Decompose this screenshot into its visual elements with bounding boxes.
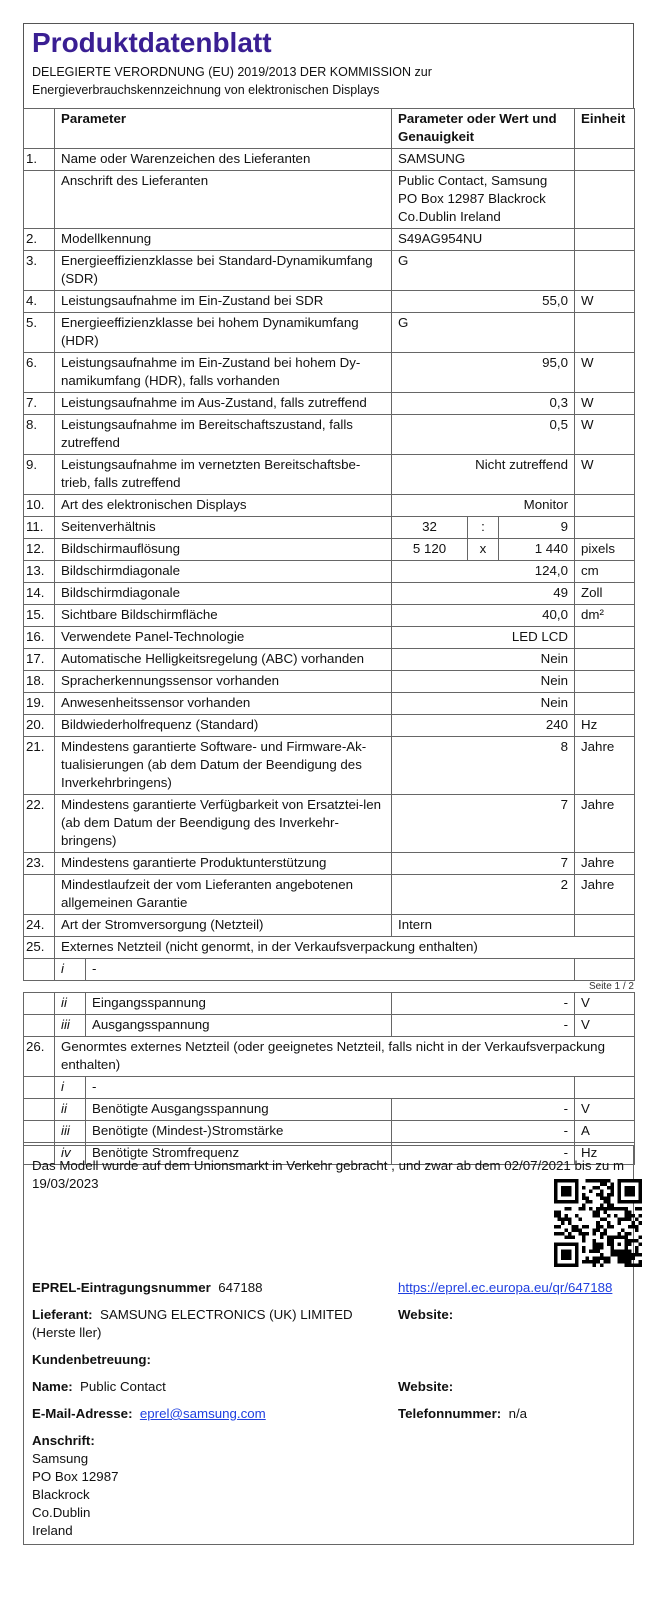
row-number	[24, 1121, 55, 1143]
market-period-text: Das Modell wurde auf dem Unionsmarkt in Verkehr gebracht , und zwar ab dem 02/07/2021 bis zu m 19/03/2023	[32, 1158, 625, 1191]
unit: A	[575, 1121, 635, 1143]
unit	[575, 671, 635, 693]
supplier-label: Lieferant:	[32, 1307, 93, 1322]
parameter-value: -	[392, 1015, 575, 1037]
table-row	[24, 539, 635, 561]
unit	[575, 229, 635, 251]
unit: W	[575, 393, 635, 415]
row-number	[24, 1077, 55, 1099]
parameter-value: S49AG954NU	[392, 229, 575, 251]
page-title: Produktdatenblatt	[32, 27, 272, 58]
sub-number: iv	[55, 1143, 86, 1165]
unit	[575, 517, 635, 539]
num-header	[24, 109, 55, 149]
unit: W	[575, 353, 635, 393]
unit: dm²	[575, 605, 635, 627]
email-line	[32, 1405, 266, 1423]
parameter-label: Verwendete Panel-Technologie	[55, 627, 392, 649]
unit: Hz	[575, 715, 635, 737]
unit: Jahre	[575, 853, 635, 875]
table-row	[24, 229, 635, 251]
parameter-label: Leistungsaufnahme im Ein-Zustand bei SDR	[55, 291, 392, 313]
sub-label: Eingangsspannung	[86, 993, 392, 1015]
row-number	[24, 875, 55, 915]
sheet-header	[23, 23, 634, 108]
eprel-reg-label: EPREL-Eintragungsnummer	[32, 1280, 211, 1295]
parameter-label: Seitenverhältnis	[55, 517, 392, 539]
row-number: 17.	[24, 649, 55, 671]
table-row	[24, 313, 635, 353]
row-number	[24, 1015, 55, 1037]
value-part: 9	[499, 517, 575, 539]
sub-label: Benötigte Ausgangsspannung	[86, 1099, 392, 1121]
unit	[575, 649, 635, 671]
table-header-row	[24, 109, 635, 149]
regulation-subtitle	[32, 60, 633, 108]
parameter-label: Bildschirmdiagonale	[55, 583, 392, 605]
row-number	[24, 959, 55, 981]
table-row	[24, 993, 635, 1015]
row-number: 25.	[24, 937, 55, 959]
unit: Zoll	[575, 583, 635, 605]
parameter-value: 2	[392, 875, 575, 915]
table-row	[24, 671, 635, 693]
parameter-value: 55,0	[392, 291, 575, 313]
parameter-label: Anwesenheitssensor vorhanden	[55, 693, 392, 715]
row-number	[24, 1099, 55, 1121]
row-number: 8.	[24, 415, 55, 455]
parameter-value: 0,3	[392, 393, 575, 415]
value-part: 32	[392, 517, 468, 539]
parameter-label: Automatische Helligkeitsregelung (ABC) vorhanden	[55, 649, 392, 671]
parameter-value: LED LCD	[392, 627, 575, 649]
table-row	[24, 715, 635, 737]
unit: Hz	[575, 1143, 635, 1165]
table-row	[24, 737, 635, 795]
row-number	[24, 171, 55, 229]
table-row	[24, 583, 635, 605]
table-row	[24, 171, 635, 229]
supplier-line	[32, 1306, 384, 1342]
customer-service-heading: Kundenbetreuung:	[32, 1352, 151, 1367]
parameter-table	[23, 108, 635, 981]
parameter-value: Nein	[392, 671, 575, 693]
unit: Jahre	[575, 795, 635, 853]
row-number: 2.	[24, 229, 55, 251]
unit: cm	[575, 561, 635, 583]
unit: V	[575, 1015, 635, 1037]
parameter-label: Externes Netzteil (nicht genormt, in der Verkaufsverpackung enthalten)	[55, 937, 635, 959]
table-row	[24, 149, 635, 171]
table-row	[24, 455, 635, 495]
sub-number: ii	[55, 1099, 86, 1121]
table-row	[24, 393, 635, 415]
value-part: 5 120	[392, 539, 468, 561]
sub-label: Benötigte Stromfrequenz	[86, 1143, 392, 1165]
phone-value: n/a	[508, 1406, 528, 1421]
unit: W	[575, 291, 635, 313]
sub-label: -	[86, 1077, 575, 1099]
parameter-value: 40,0	[392, 605, 575, 627]
address-line: Ireland	[32, 1523, 73, 1538]
parameter-label: Energieeffizienzklasse bei Standard-Dynamikumfang (SDR)	[55, 251, 392, 291]
parameter-value: G	[392, 251, 575, 291]
table-row	[24, 649, 635, 671]
parameter-label: Mindestens garantierte Verfügbarkeit von Ersatztei-len (ab dem Datum der Beendigung des Inverkehr-bringens)	[55, 795, 392, 853]
parameter-value: 7	[392, 853, 575, 875]
unit	[575, 1077, 635, 1099]
table-row	[24, 915, 635, 937]
website-label: Website:	[398, 1379, 454, 1394]
row-number: 11.	[24, 517, 55, 539]
address-lines	[32, 1450, 119, 1540]
sub-label: Benötigte (Mindest-)Stromstärke	[86, 1121, 392, 1143]
row-number: 16.	[24, 627, 55, 649]
table-row	[24, 1099, 635, 1121]
parameter-label: Leistungsaufnahme im Aus-Zustand, falls zutreffend	[55, 393, 392, 415]
row-number: 26.	[24, 1037, 55, 1077]
parameter-value: Intern	[392, 915, 575, 937]
phone-label: Telefonnummer:	[398, 1406, 502, 1421]
parameter-value: Public Contact, Samsung PO Box 12987 Blackrock Co.Dublin Ireland	[392, 171, 575, 229]
unit	[575, 693, 635, 715]
parameter-label: Bildschirmdiagonale	[55, 561, 392, 583]
sub-label: Ausgangsspannung	[86, 1015, 392, 1037]
parameter-value: SAMSUNG	[392, 149, 575, 171]
row-number: 19.	[24, 693, 55, 715]
row-number	[24, 993, 55, 1015]
table-row	[24, 1015, 635, 1037]
parameter-label: Art der Stromversorgung (Netzteil)	[55, 915, 392, 937]
eprel-link[interactable]: https://eprel.ec.europa.eu/qr/647188	[398, 1280, 613, 1295]
parameter-label: Genormtes externes Netzteil (oder geeignetes Netzteil, falls nicht in der Verkaufsverpackung enthalten)	[55, 1037, 635, 1077]
parameter-value: -	[392, 1121, 575, 1143]
parameter-value: Nicht zutreffend	[392, 455, 575, 495]
table-row	[24, 1121, 635, 1143]
table-row	[24, 959, 635, 981]
table-row	[24, 517, 635, 539]
unit: pixels	[575, 539, 635, 561]
product-data-sheet	[23, 23, 634, 1165]
table-row	[24, 605, 635, 627]
row-number: 12.	[24, 539, 55, 561]
email-link[interactable]: eprel@samsung.com	[139, 1406, 266, 1421]
parameter-label: Mindestlaufzeit der vom Lieferanten angebotenen allgemeinen Garantie	[55, 875, 392, 915]
row-number: 21.	[24, 737, 55, 795]
power-supply-table	[23, 992, 635, 1165]
row-number: 24.	[24, 915, 55, 937]
address-line: PO Box 12987	[32, 1469, 119, 1484]
sub-label: -	[86, 959, 575, 981]
unit: W	[575, 415, 635, 455]
parameter-value: 0,5	[392, 415, 575, 455]
unit	[575, 915, 635, 937]
row-number: 15.	[24, 605, 55, 627]
value-part: 1 440	[499, 539, 575, 561]
table-row	[24, 693, 635, 715]
table-row	[24, 1037, 635, 1077]
parameter-value: 8	[392, 737, 575, 795]
unit: Jahre	[575, 737, 635, 795]
value-separator: :	[468, 517, 499, 539]
parameter-label: Energieeffizienzklasse bei hohem Dynamikumfang (HDR)	[55, 313, 392, 353]
row-number: 5.	[24, 313, 55, 353]
value-separator: x	[468, 539, 499, 561]
parameter-label: Mindestens garantierte Software- und Firmware-Ak-tualisierungen (ab dem Datum der Beendigung des Inverkehrbringens)	[55, 737, 392, 795]
address-label: Anschrift:	[32, 1433, 95, 1448]
parameter-label: Art des elektronischen Displays	[55, 495, 392, 517]
parameter-value: 7	[392, 795, 575, 853]
row-number: 14.	[24, 583, 55, 605]
table-row	[24, 561, 635, 583]
unit	[575, 171, 635, 229]
eprel-registration	[32, 1279, 263, 1297]
row-number: 3.	[24, 251, 55, 291]
row-number: 10.	[24, 495, 55, 517]
website-label: Website:	[398, 1307, 454, 1322]
parameter-label: Modellkennung	[55, 229, 392, 251]
parameter-value: Nein	[392, 693, 575, 715]
address-line: Co.Dublin	[32, 1505, 91, 1520]
row-number: 1.	[24, 149, 55, 171]
sub-number: ii	[55, 993, 86, 1015]
unit: W	[575, 455, 635, 495]
qr-code[interactable]	[554, 1179, 642, 1267]
table-row	[24, 795, 635, 853]
unit: V	[575, 1099, 635, 1121]
value-header: Parameter oder Wert und Genauigkeit	[392, 109, 575, 149]
parameter-value: G	[392, 313, 575, 353]
sub-number: iii	[55, 1121, 86, 1143]
eprel-reg-number: 647188	[218, 1280, 263, 1295]
address-block	[32, 1432, 119, 1540]
phone-line	[398, 1405, 527, 1423]
unit-header: Einheit	[575, 109, 635, 149]
parameter-label: Mindestens garantierte Produktunterstützung	[55, 853, 392, 875]
contact-name-line	[32, 1378, 166, 1396]
parameter-value: 240	[392, 715, 575, 737]
parameter-label: Bildschirmauflösung	[55, 539, 392, 561]
unit	[575, 959, 635, 981]
table-row	[24, 251, 635, 291]
row-number: 20.	[24, 715, 55, 737]
parameter-label: Anschrift des Lieferanten	[55, 171, 392, 229]
row-number: 6.	[24, 353, 55, 393]
name-value: Public Contact	[80, 1379, 166, 1394]
row-number: 23.	[24, 853, 55, 875]
parameter-value: 124,0	[392, 561, 575, 583]
sub-number: i	[55, 1077, 86, 1099]
parameter-label: Leistungsaufnahme im vernetzten Bereitschaftsbe-trieb, falls zutreffend	[55, 455, 392, 495]
parameter-value: Nein	[392, 649, 575, 671]
row-number: 4.	[24, 291, 55, 313]
page-number: Seite 1 / 2	[588, 981, 634, 992]
sub-number: i	[55, 959, 86, 981]
row-number: 18.	[24, 671, 55, 693]
parameter-label: Spracherkennungssensor vorhanden	[55, 671, 392, 693]
name-label: Name:	[32, 1379, 73, 1394]
supplier-value: SAMSUNG ELECTRONICS (UK) LIMITED (Herste ller)	[32, 1307, 353, 1340]
address-line: Blackrock	[32, 1487, 90, 1502]
subtitle-line: DELEGIERTE VERORDNUNG (EU) 2019/2013 DER KOMMISSION zur	[32, 65, 432, 79]
unit	[575, 149, 635, 171]
eprel-info-box	[23, 1145, 634, 1545]
parameter-value: Monitor	[392, 495, 575, 517]
parameter-value: 49	[392, 583, 575, 605]
parameter-value: 95,0	[392, 353, 575, 393]
parameter-label: Leistungsaufnahme im Ein-Zustand bei hohem Dy-namikumfang (HDR), falls vorhanden	[55, 353, 392, 393]
parameter-label: Leistungsaufnahme im Bereitschaftszustand, falls zutreffend	[55, 415, 392, 455]
row-number: 22.	[24, 795, 55, 853]
row-number: 9.	[24, 455, 55, 495]
row-number: 13.	[24, 561, 55, 583]
unit	[575, 495, 635, 517]
unit	[575, 627, 635, 649]
table-row	[24, 1077, 635, 1099]
table-row	[24, 353, 635, 393]
subtitle-line: Energieverbrauchskennzeichnung von elektronischen Displays	[32, 83, 380, 97]
parameter-value: -	[392, 1099, 575, 1121]
address-line: Samsung	[32, 1451, 89, 1466]
row-number: 7.	[24, 393, 55, 415]
parameter-label: Sichtbare Bildschirmfläche	[55, 605, 392, 627]
unit: Jahre	[575, 875, 635, 915]
table-row	[24, 291, 635, 313]
parameter-label: Name oder Warenzeichen des Lieferanten	[55, 149, 392, 171]
table-row	[24, 627, 635, 649]
email-label: E-Mail-Adresse:	[32, 1406, 133, 1421]
parameter-value: -	[392, 993, 575, 1015]
table-row	[24, 937, 635, 959]
table-row	[24, 853, 635, 875]
table-row	[24, 875, 635, 915]
parameter-label: Bildwiederholfrequenz (Standard)	[55, 715, 392, 737]
table-row	[24, 415, 635, 455]
unit	[575, 251, 635, 291]
parameter-value: -	[392, 1143, 575, 1165]
sub-number: iii	[55, 1015, 86, 1037]
unit: V	[575, 993, 635, 1015]
unit	[575, 313, 635, 353]
table-row	[24, 495, 635, 517]
parameter-header: Parameter	[55, 109, 392, 149]
